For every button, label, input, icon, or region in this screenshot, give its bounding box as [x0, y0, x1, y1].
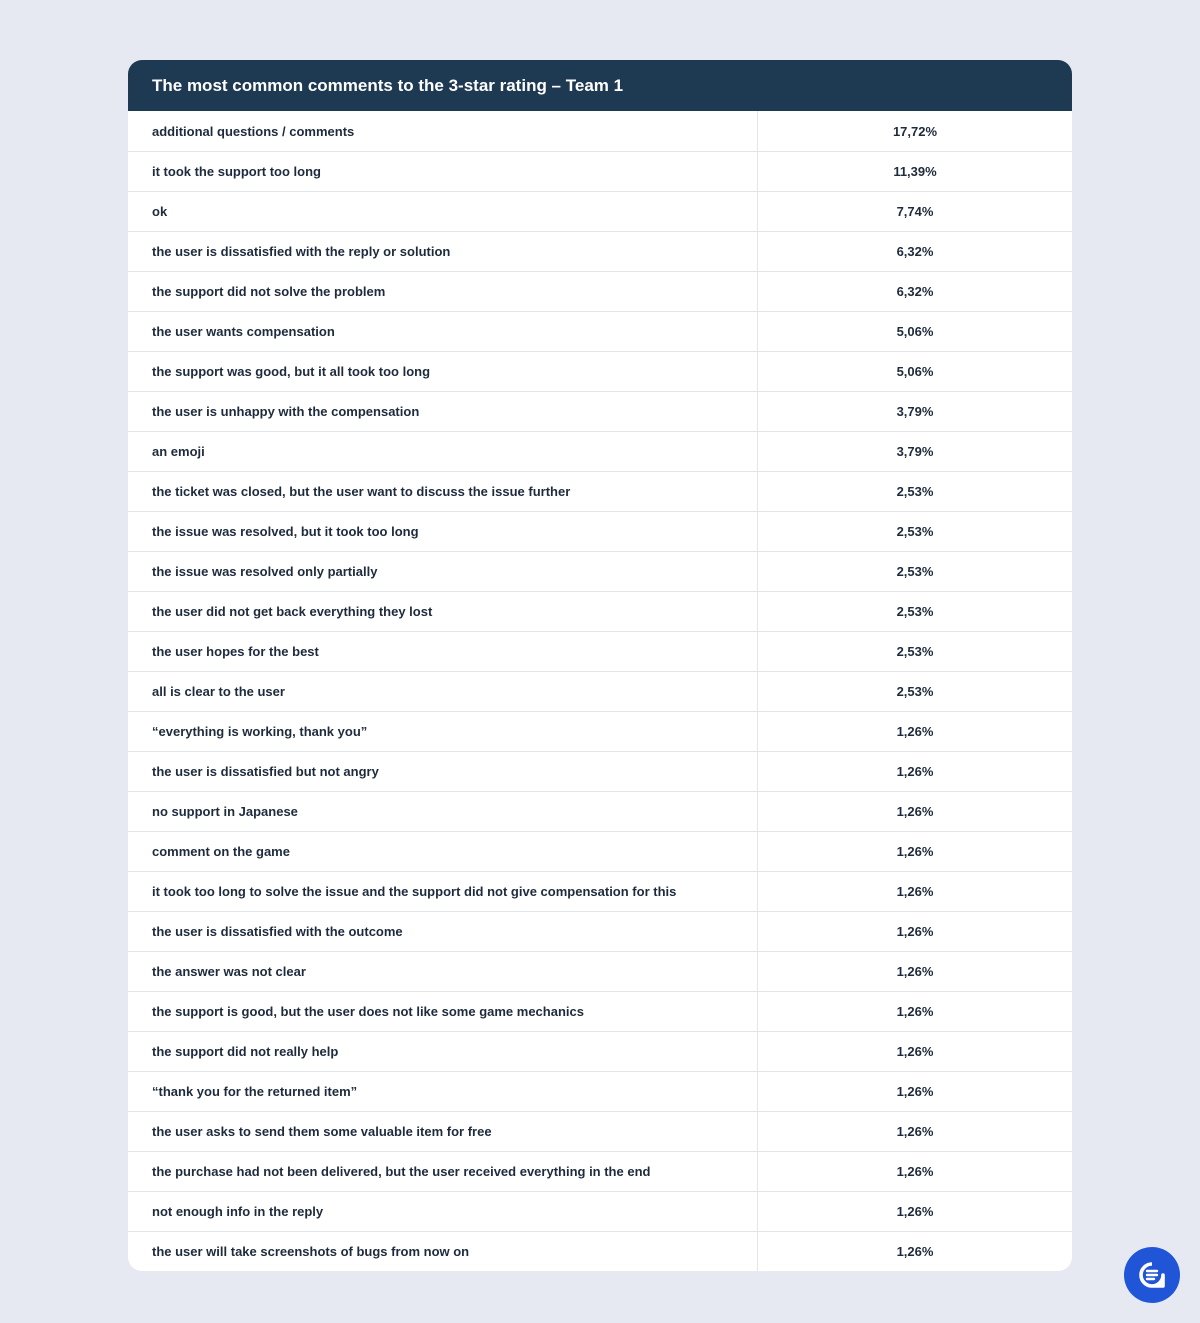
table-body [128, 111, 1072, 1271]
comment-percentage: 6,32% [896, 244, 934, 259]
comment-percentage: 1,26% [896, 1244, 934, 1259]
table-row [128, 591, 1072, 631]
comment-percentage: 1,26% [896, 964, 934, 979]
comment-percentage: 1,26% [896, 1004, 934, 1019]
table-row [128, 311, 1072, 351]
comment-label: “everything is working, thank you” [128, 712, 758, 751]
table-row [128, 271, 1072, 311]
comment-percentage: 2,53% [896, 524, 934, 539]
comment-label: the support is good, but the user does not like some game mechanics [128, 992, 758, 1031]
brand-logo-icon [1137, 1260, 1167, 1290]
comment-percentage: 1,26% [896, 1204, 934, 1219]
table-row [128, 1111, 1072, 1151]
comment-percentage: 2,53% [896, 604, 934, 619]
comment-percentage: 3,79% [896, 404, 934, 419]
comment-label: all is clear to the user [128, 672, 758, 711]
comment-percentage: 1,26% [896, 1164, 934, 1179]
comment-label: it took too long to solve the issue and the support did not give compensation for this [128, 872, 758, 911]
comment-percentage: 2,53% [896, 644, 934, 659]
table-row [128, 791, 1072, 831]
table-row [128, 111, 1072, 151]
comment-label: the user is dissatisfied with the reply or solution [128, 232, 758, 271]
comment-label: ok [128, 192, 758, 231]
table-row [128, 631, 1072, 671]
comment-percentage: 2,53% [896, 684, 934, 699]
comment-label: the user will take screenshots of bugs from now on [128, 1232, 758, 1271]
comment-label: the support was good, but it all took too long [128, 352, 758, 391]
table-row [128, 391, 1072, 431]
comment-percentage: 1,26% [896, 1084, 934, 1099]
comment-percentage: 3,79% [896, 444, 934, 459]
table-row [128, 151, 1072, 191]
comment-percentage: 17,72% [892, 123, 938, 139]
comment-label: the user is unhappy with the compensation [128, 392, 758, 431]
comment-percentage: 2,53% [896, 484, 934, 499]
comment-percentage: 11,39% [893, 164, 937, 179]
table-row [128, 471, 1072, 511]
comment-label: the user is dissatisfied but not angry [128, 752, 758, 791]
comment-label: the user did not get back everything they lost [128, 592, 758, 631]
comment-label: the support did not solve the problem [128, 272, 758, 311]
comment-label: the user hopes for the best [128, 632, 758, 671]
comment-label: the user asks to send them some valuable item for free [128, 1112, 758, 1151]
table-row [128, 911, 1072, 951]
table-row [128, 1071, 1072, 1111]
comment-label: an emoji [128, 432, 758, 471]
comment-percentage: 1,26% [896, 804, 934, 819]
comment-label: not enough info in the reply [128, 1192, 758, 1231]
table-row [128, 551, 1072, 591]
comment-label: the user is dissatisfied with the outcome [128, 912, 758, 951]
comment-label: comment on the game [128, 832, 758, 871]
table-row [128, 191, 1072, 231]
table-row [128, 431, 1072, 471]
comment-label: “thank you for the returned item” [128, 1072, 758, 1111]
table-row [128, 671, 1072, 711]
comment-label: the answer was not clear [128, 952, 758, 991]
table-row [128, 871, 1072, 911]
table-row [128, 1231, 1072, 1271]
comment-percentage: 1,26% [896, 924, 934, 939]
comment-percentage: 5,06% [896, 324, 934, 339]
comment-percentage: 2,53% [896, 564, 934, 579]
comment-percentage: 5,06% [896, 364, 934, 379]
table-row [128, 1191, 1072, 1231]
comment-label: the issue was resolved only partially [128, 552, 758, 591]
table-title: The most common comments to the 3-star rating – Team 1 [128, 60, 1072, 111]
comment-percentage: 1,26% [896, 884, 934, 899]
table-row [128, 351, 1072, 391]
comment-label: the ticket was closed, but the user want to discuss the issue further [128, 472, 758, 511]
comment-percentage: 1,26% [896, 764, 934, 779]
comment-percentage: 7,74% [896, 204, 934, 219]
table-row [128, 511, 1072, 551]
table-row [128, 751, 1072, 791]
table-row [128, 1031, 1072, 1071]
comment-label: the user wants compensation [128, 312, 758, 351]
comment-label: the issue was resolved, but it took too long [128, 512, 758, 551]
comment-label: the support did not really help [128, 1032, 758, 1071]
comment-label: additional questions / comments [128, 111, 758, 151]
comment-percentage: 6,32% [896, 284, 934, 299]
comments-table-card [128, 60, 1072, 1271]
comment-percentage: 1,26% [896, 1124, 934, 1139]
table-row [128, 991, 1072, 1031]
table-row [128, 711, 1072, 751]
comment-label: no support in Japanese [128, 792, 758, 831]
comment-label: it took the support too long [128, 152, 758, 191]
comment-percentage: 1,26% [896, 844, 934, 859]
table-row [128, 1151, 1072, 1191]
table-row [128, 831, 1072, 871]
brand-logo-button[interactable] [1124, 1247, 1180, 1303]
comment-percentage: 1,26% [896, 724, 934, 739]
comment-label: the purchase had not been delivered, but the user received everything in the end [128, 1152, 758, 1191]
comment-percentage: 1,26% [896, 1044, 934, 1059]
table-row [128, 231, 1072, 271]
table-row [128, 951, 1072, 991]
